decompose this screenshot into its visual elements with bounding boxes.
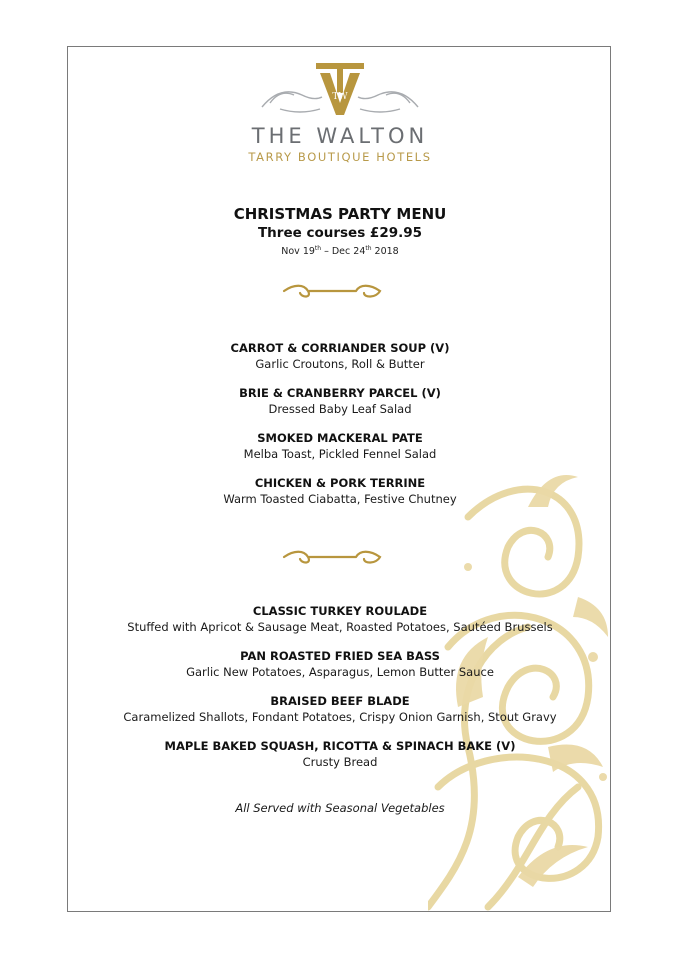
list-item: [68, 385, 611, 417]
flourish-divider-icon: [280, 282, 384, 300]
menu-title: CHRISTMAS PARTY MENU: [233, 205, 447, 223]
footer-note: All Served with Seasonal Vegetables: [235, 801, 445, 815]
dates-start: Nov 19: [281, 246, 315, 258]
list-item: [68, 430, 611, 462]
list-item: [68, 340, 611, 372]
dish-description: Garlic Croutons, Roll & Butter: [255, 357, 425, 371]
dish-description: Melba Toast, Pickled Fennel Salad: [243, 447, 437, 461]
list-item: [68, 603, 611, 635]
dish-name: CLASSIC TURKEY ROULADE: [252, 604, 428, 618]
dish-name: BRAISED BEEF BLADE: [270, 694, 410, 708]
list-item: [68, 738, 611, 770]
list-item: [68, 475, 611, 507]
dish-name: CHICKEN & PORK TERRINE: [254, 476, 426, 490]
flourish-divider-icon: [280, 548, 384, 566]
dish-description: Stuffed with Apricot & Sausage Meat, Roasted Potatoes, Sautéed Brussels: [127, 620, 553, 634]
menu-card: [67, 46, 611, 912]
dish-description: Warm Toasted Ciabatta, Festive Chutney: [223, 492, 457, 506]
starters-course: [68, 340, 611, 520]
mains-course: [68, 603, 611, 783]
dish-name: CARROT & CORRIANDER SOUP (V): [230, 341, 450, 355]
dish-description: Caramelized Shallots, Fondant Potatoes, Crispy Onion Garnish, Stout Gravy: [123, 710, 557, 724]
monogram-logo-icon: [250, 59, 430, 121]
dish-name: BRIE & CRANBERRY PARCEL (V): [239, 386, 441, 400]
dish-description: Garlic New Potatoes, Asparagus, Lemon Butter Sauce: [186, 665, 494, 679]
dates-start-suffix: th: [314, 245, 322, 252]
dish-name: PAN ROASTED FRIED SEA BASS: [240, 649, 440, 663]
dates-year: 2018: [371, 246, 399, 258]
brand-subtitle: TARRY BOUTIQUE HOTELS: [248, 150, 432, 164]
dates-separator: – Dec 24: [321, 246, 366, 258]
dates-end-suffix: th: [365, 245, 372, 252]
logo: [68, 59, 611, 165]
dish-description: Dressed Baby Leaf Salad: [268, 402, 412, 416]
logo-initials: TW: [332, 92, 348, 102]
list-item: [68, 648, 611, 680]
dish-name: SMOKED MACKERAL PATE: [257, 431, 423, 445]
dish-name: MAPLE BAKED SQUASH, RICOTTA & SPINACH BAKE (V): [164, 739, 516, 753]
menu-price: Three courses £29.95: [257, 225, 423, 241]
list-item: [68, 693, 611, 725]
brand-name: THE WALTON: [251, 124, 429, 148]
menu-header: [68, 204, 611, 258]
dish-description: Crusty Bread: [302, 755, 378, 769]
menu-dates: [68, 242, 611, 258]
